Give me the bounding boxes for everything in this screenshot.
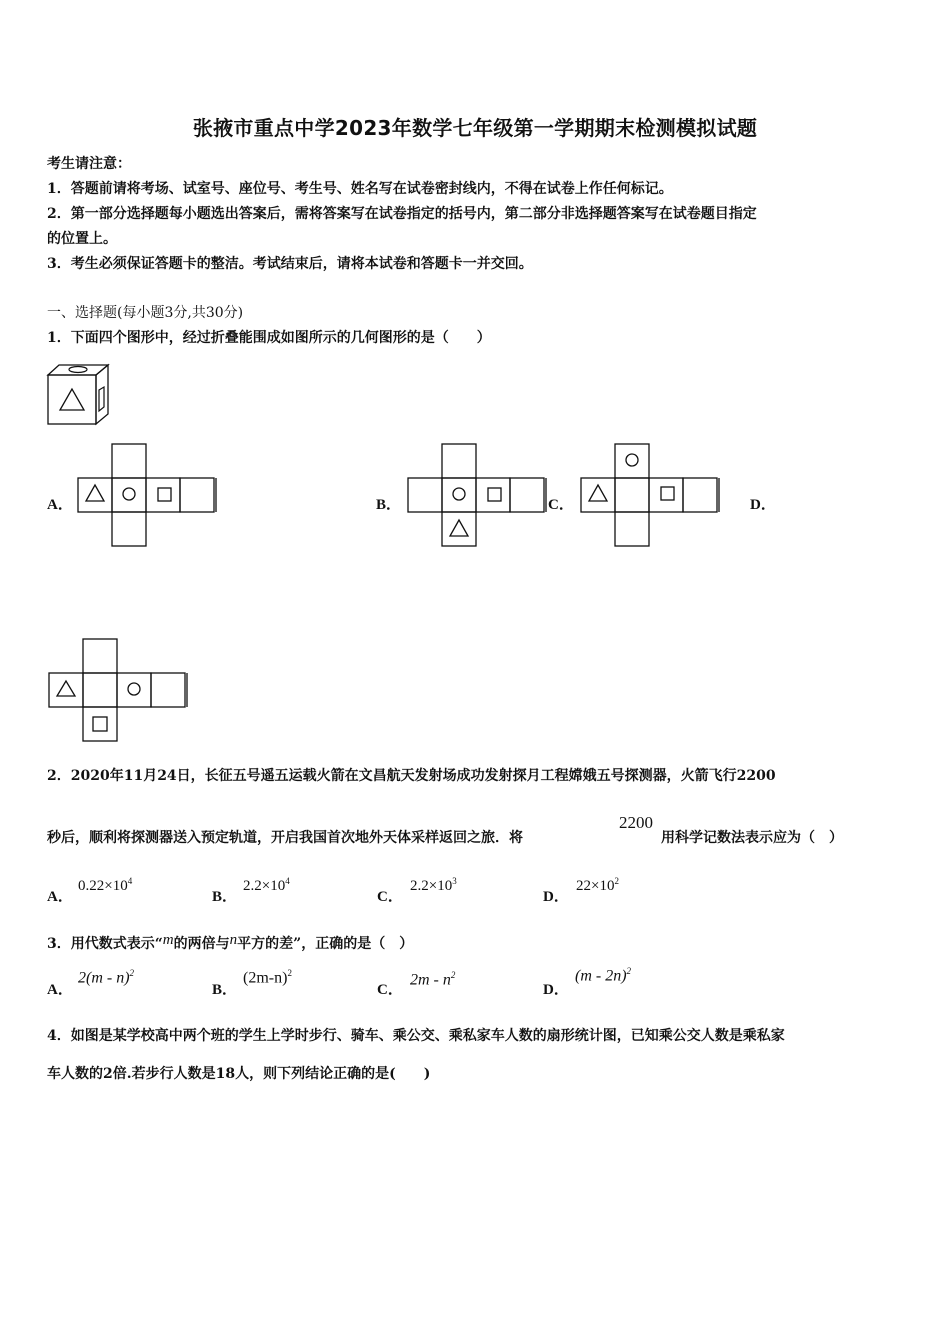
notice-line-2: 2．第一部分选择题每小题选出答案后，需将答案写在试卷指定的括号内，第二部分非选择题答案写在试卷题目指定 [47, 206, 757, 222]
q1-option-a-net[interactable] [76, 442, 218, 548]
question-1-stem: 1．下面四个图形中，经过折叠能围成如图所示的几何图形的是（ ） [47, 330, 491, 346]
q3-option-b-value: $(2m-n)^2$ [243, 968, 292, 987]
notice-heading: 考生请注意： [47, 156, 131, 172]
q3-option-c-value: $2m - n^2$ [410, 970, 456, 989]
q1-option-b-net[interactable] [408, 442, 550, 548]
q2-option-b-label[interactable]: B． [212, 889, 238, 905]
q1-option-d-label: D． [750, 497, 776, 513]
q2-option-d-label[interactable]: D． [543, 889, 569, 905]
page-title: 张掖市重点中学2023年数学七年级第一学期期末检测模拟试题 [192, 116, 758, 140]
notice-line-2-cont: 的位置上。 [47, 231, 117, 247]
q2-option-c-label[interactable]: C． [377, 889, 403, 905]
question-2-stem-line-2-end: 用科学记数法表示应为（ ） [661, 830, 843, 846]
notice-line-1: 1．答题前请将考场、试室号、座位号、考生号、姓名写在试卷密封线内，不得在试卷上作任何标记。 [47, 181, 673, 197]
q2-option-d-value: $22\times 10^2$ [576, 876, 619, 894]
question-2-stem-line-1: 2．2020年11月24日，长征五号遥五运载火箭在文昌航天发射场成功发射探月工程嫦娥五号探测器，火箭飞行2200 [47, 768, 776, 784]
q3-option-d-value: (m - 2n)$^2$ [575, 966, 632, 985]
q1-option-c-label: C． [548, 497, 574, 513]
q2-option-a-label[interactable]: A． [47, 889, 73, 905]
q1-option-b-label: B． [376, 497, 402, 513]
q2-number: 2200 [619, 813, 653, 832]
q3-option-b-label[interactable]: B． [212, 982, 238, 998]
section-heading: 一、选择题(每小题3分,共30分) [47, 305, 244, 321]
q3-option-c-label[interactable]: C． [377, 982, 403, 998]
q3-option-a-value: 2(m - n)$^2$ [78, 968, 135, 987]
q3-option-d-label[interactable]: D． [543, 982, 569, 998]
q2-option-c-value: $2.2\times 10^3$ [410, 876, 457, 894]
q3-option-a-label[interactable]: A． [47, 982, 73, 998]
cube-figure [45, 362, 111, 428]
notice-line-3: 3．考生必须保证答题卡的整洁。考试结束后，请将本试卷和答题卡一并交回。 [47, 256, 533, 272]
q1-option-d-net[interactable] [47, 637, 189, 743]
q2-option-b-value: $2.2\times 10^4$ [243, 876, 290, 894]
q1-option-c-net[interactable] [581, 442, 723, 548]
question-2-stem-line-2: 秒后，顺利将探测器送入预定轨道，开启我国首次地外天体采样返回之旅．将 [47, 830, 523, 846]
question-4-stem-line-2: 车人数的2倍.若步行人数是18人，则下列结论正确的是( ) [47, 1066, 431, 1082]
q2-option-a-value: $0.22\times 10^4$ [78, 876, 133, 894]
question-3-stem: 3．用代数式表示“m的两倍与n平方的差”，正确的是（ ） [47, 932, 414, 952]
question-4-stem-line-1: 4．如图是某学校高中两个班的学生上学时步行、骑车、乘公交、乘私家车人数的扇形统计图，已知乘公交人数是乘私家 [47, 1028, 785, 1044]
q1-option-a-label: A． [47, 497, 73, 513]
